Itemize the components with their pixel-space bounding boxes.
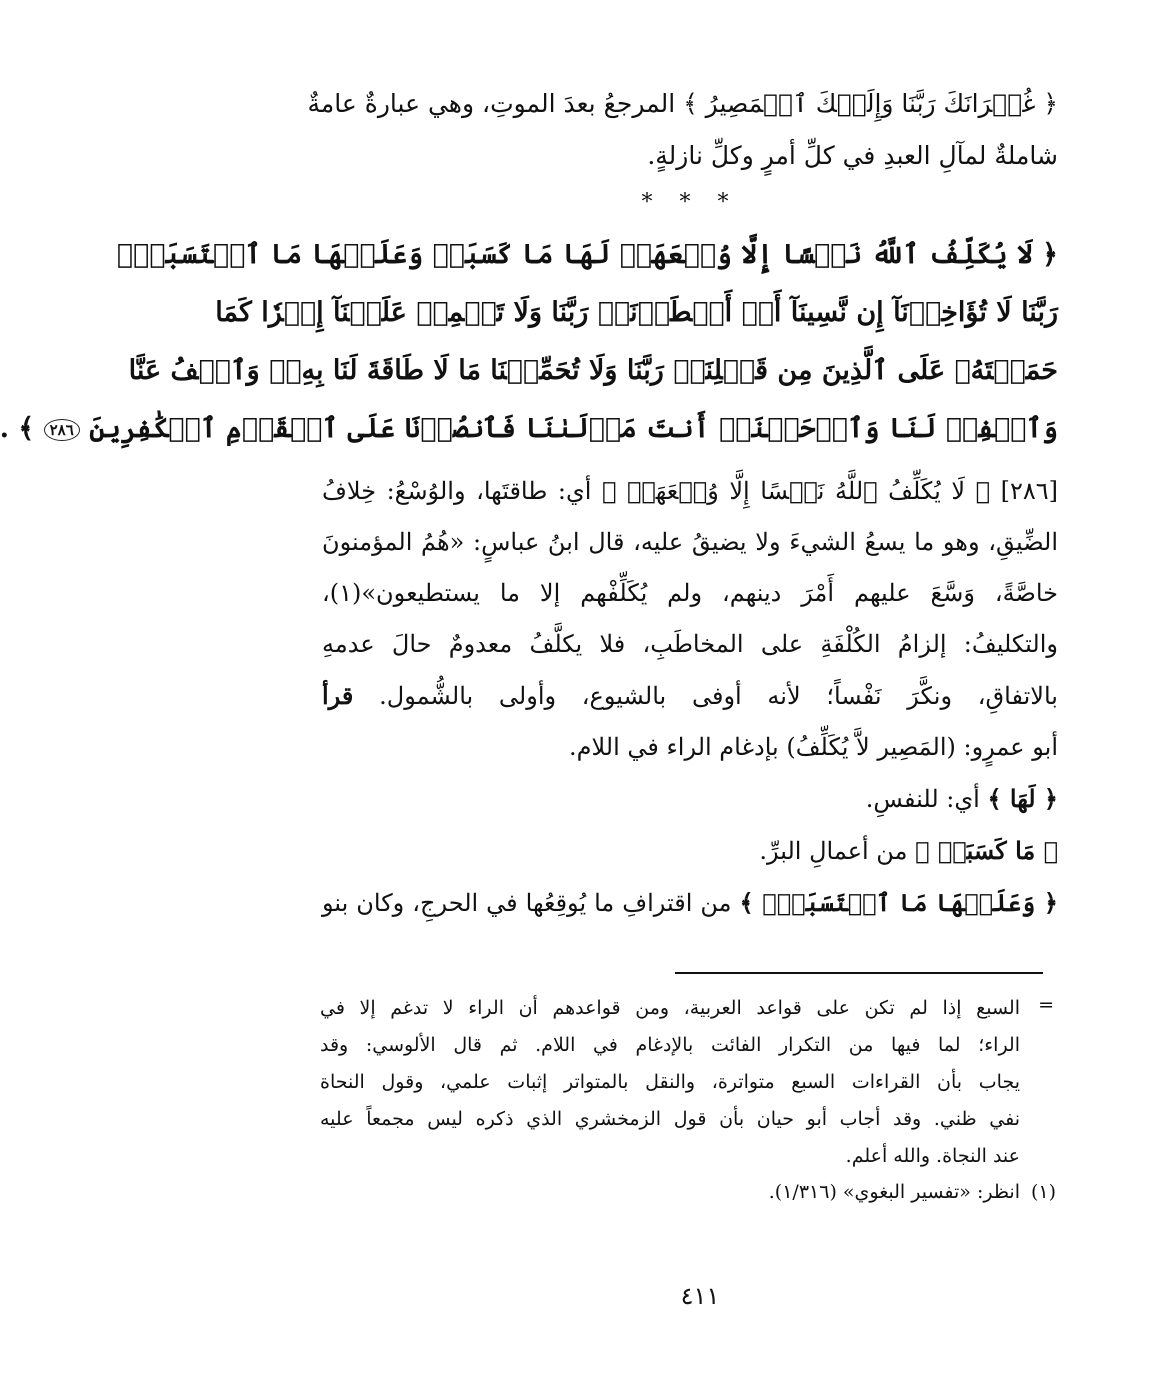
- gloss-line: [322, 825, 1058, 877]
- footnote-number: (١): [1030, 1181, 1056, 1203]
- footnote-line: السبع إذا لم تكن على قواعد العربية، ومن قواعدهم أن الراء لا تدغم إلا في: [320, 997, 1020, 1019]
- footnote-line: نفي ظني. وقد أجاب أبو حيان بأن قول الزمخشري الذي ذكره ليس مجمعاً عليه: [320, 1108, 1020, 1130]
- verse-line: ﴿ لَا يُكَلِّفُ ٱللَّهُ نَفۡسًا إِلَّا وُسۡعَهَاۚ لَهَا مَا كَسَبَتۡ وَعَلَيۡهَا مَا ٱكۡتَسَبَتۡۗ: [116, 239, 1058, 270]
- footnote-line: عند النجاة. والله أعلم.: [845, 1145, 1020, 1167]
- verse-line: [0, 400, 1058, 458]
- continuation-mark: =: [1038, 994, 1054, 1016]
- footnote-text: انظر: «تفسير البغوي» (١/٣١٦).: [768, 1181, 1020, 1203]
- intro-line: ﴿ غُفۡرَانَكَ رَبَّنَا وَإِلَيۡكَ ٱلۡمَصِيرُ ﴾ المرجعُ بعدَ الموتِ، وهي عبارةٌ عامةٌ: [307, 89, 1058, 118]
- commentary: [322, 466, 1058, 929]
- gloss-term: ﴿ وَعَلَيۡهَا مَا ٱكۡتَسَبَتۡۗ ﴾: [739, 888, 1058, 917]
- gloss-line: [322, 877, 1058, 929]
- gloss-text: من اقترافِ ما يُوقِعُها في الحرجِ، وكان بنو: [322, 889, 732, 917]
- main-text: [0, 78, 1058, 929]
- gloss-text: من أعمالِ البرِّ.: [759, 837, 908, 865]
- page-number: ٤١١: [680, 1282, 720, 1310]
- commentary-line: [322, 670, 1058, 722]
- qira-label: قرأ: [322, 681, 354, 710]
- commentary-line: خاصَّةً، وَسَّعَ عليهم أَمْرَ دينهم، ولم يُكَلِّفْهم إلا ما يستطيعون»(١)،: [322, 579, 1058, 607]
- footnote-line: الراء؛ لما فيها من التكرار الفائت بالإدغام في اللام. ثم قال الألوسي: وقد: [320, 1034, 1020, 1056]
- commentary-line: الضِّيقِ، وهو ما يسعُ الشيءَ ولا يضيقُ عليه، قال ابنُ عباسٍ: «هُمُ المؤمنونَ: [322, 528, 1058, 556]
- commentary-line: والتكليفُ: إلزامُ الكُلْفَةِ على المخاطَبِ، فلا يكلَّفُ معدومٌ حالَ عدمهِ: [322, 630, 1058, 658]
- gloss-term: ﴿ مَا كَسَبَتۡ ﴾: [915, 836, 1058, 865]
- verse-line-text: وَٱغۡفِرۡ لَنَا وَٱرۡحَمۡنَآۚ أَنتَ مَوۡلَىٰنَا فَٱنصُرۡنَا عَلَى ٱلۡقَوۡمِ ٱلۡكَٰفِرِينَ: [89, 413, 1058, 444]
- section-separator: * * *: [641, 190, 739, 215]
- footnote-line: يجاب بأن القراءات السبع متواترة، والنقل بالمتواتر إثبات علمي، وقول النحاة: [320, 1071, 1020, 1093]
- footnote-separator: [675, 972, 1043, 974]
- quran-verse: [0, 226, 1058, 458]
- footnote-entry: [320, 1175, 1056, 1209]
- verse-line: حَمَلۡتَهُۥ عَلَى ٱلَّذِينَ مِن قَبۡلِنَاۚ رَبَّنَا وَلَا تُحَمِّلۡنَا مَا لَا طَاقَةَ لَنَا بِهِۦۖ وَٱعۡفُ عَنَّا: [128, 355, 1058, 386]
- footnotes: [320, 990, 1056, 1209]
- commentary-line: أبو عمرٍو: (المَصِير لاَّ يُكَلِّفُ) بإدغام الراء في اللام.: [568, 733, 1058, 761]
- gloss-line: [322, 773, 1058, 825]
- intro-line: شاملةٌ لمآلِ العبدِ في كلِّ أمرٍ وكلِّ نازلةٍ.: [647, 141, 1058, 170]
- gloss-text: أي: للنفسِ.: [865, 785, 980, 813]
- gloss-term: ﴿ لَهَا ﴾: [987, 784, 1058, 813]
- verse-closing-bracket: ﴾ .: [0, 413, 35, 444]
- verse-line: رَبَّنَا لَا تُؤَاخِذۡنَآ إِن نَّسِينَآ أَوۡ أَخۡطَأۡنَاۚ رَبَّنَا وَلَا تَحۡمِلۡ عَلَيۡنَآ إِصۡرٗا كَمَا: [215, 297, 1058, 328]
- commentary-text: بالاتفاقِ، ونكَّرَ نَفْساً؛ لأنه أوفى بالشيوع، وأولى بالشُّمول.: [379, 682, 1058, 710]
- ayah-number-badge: ٢٨٦: [44, 419, 80, 441]
- commentary-line: [٢٨٦] ﴿ لَا يُكَلِّفُ ٱللَّهُ نَفۡسًا إِلَّا وُسۡعَهَاۚ ﴾ أي: طاقتَها، والوُسْعُ: خِلافُ: [322, 477, 1058, 505]
